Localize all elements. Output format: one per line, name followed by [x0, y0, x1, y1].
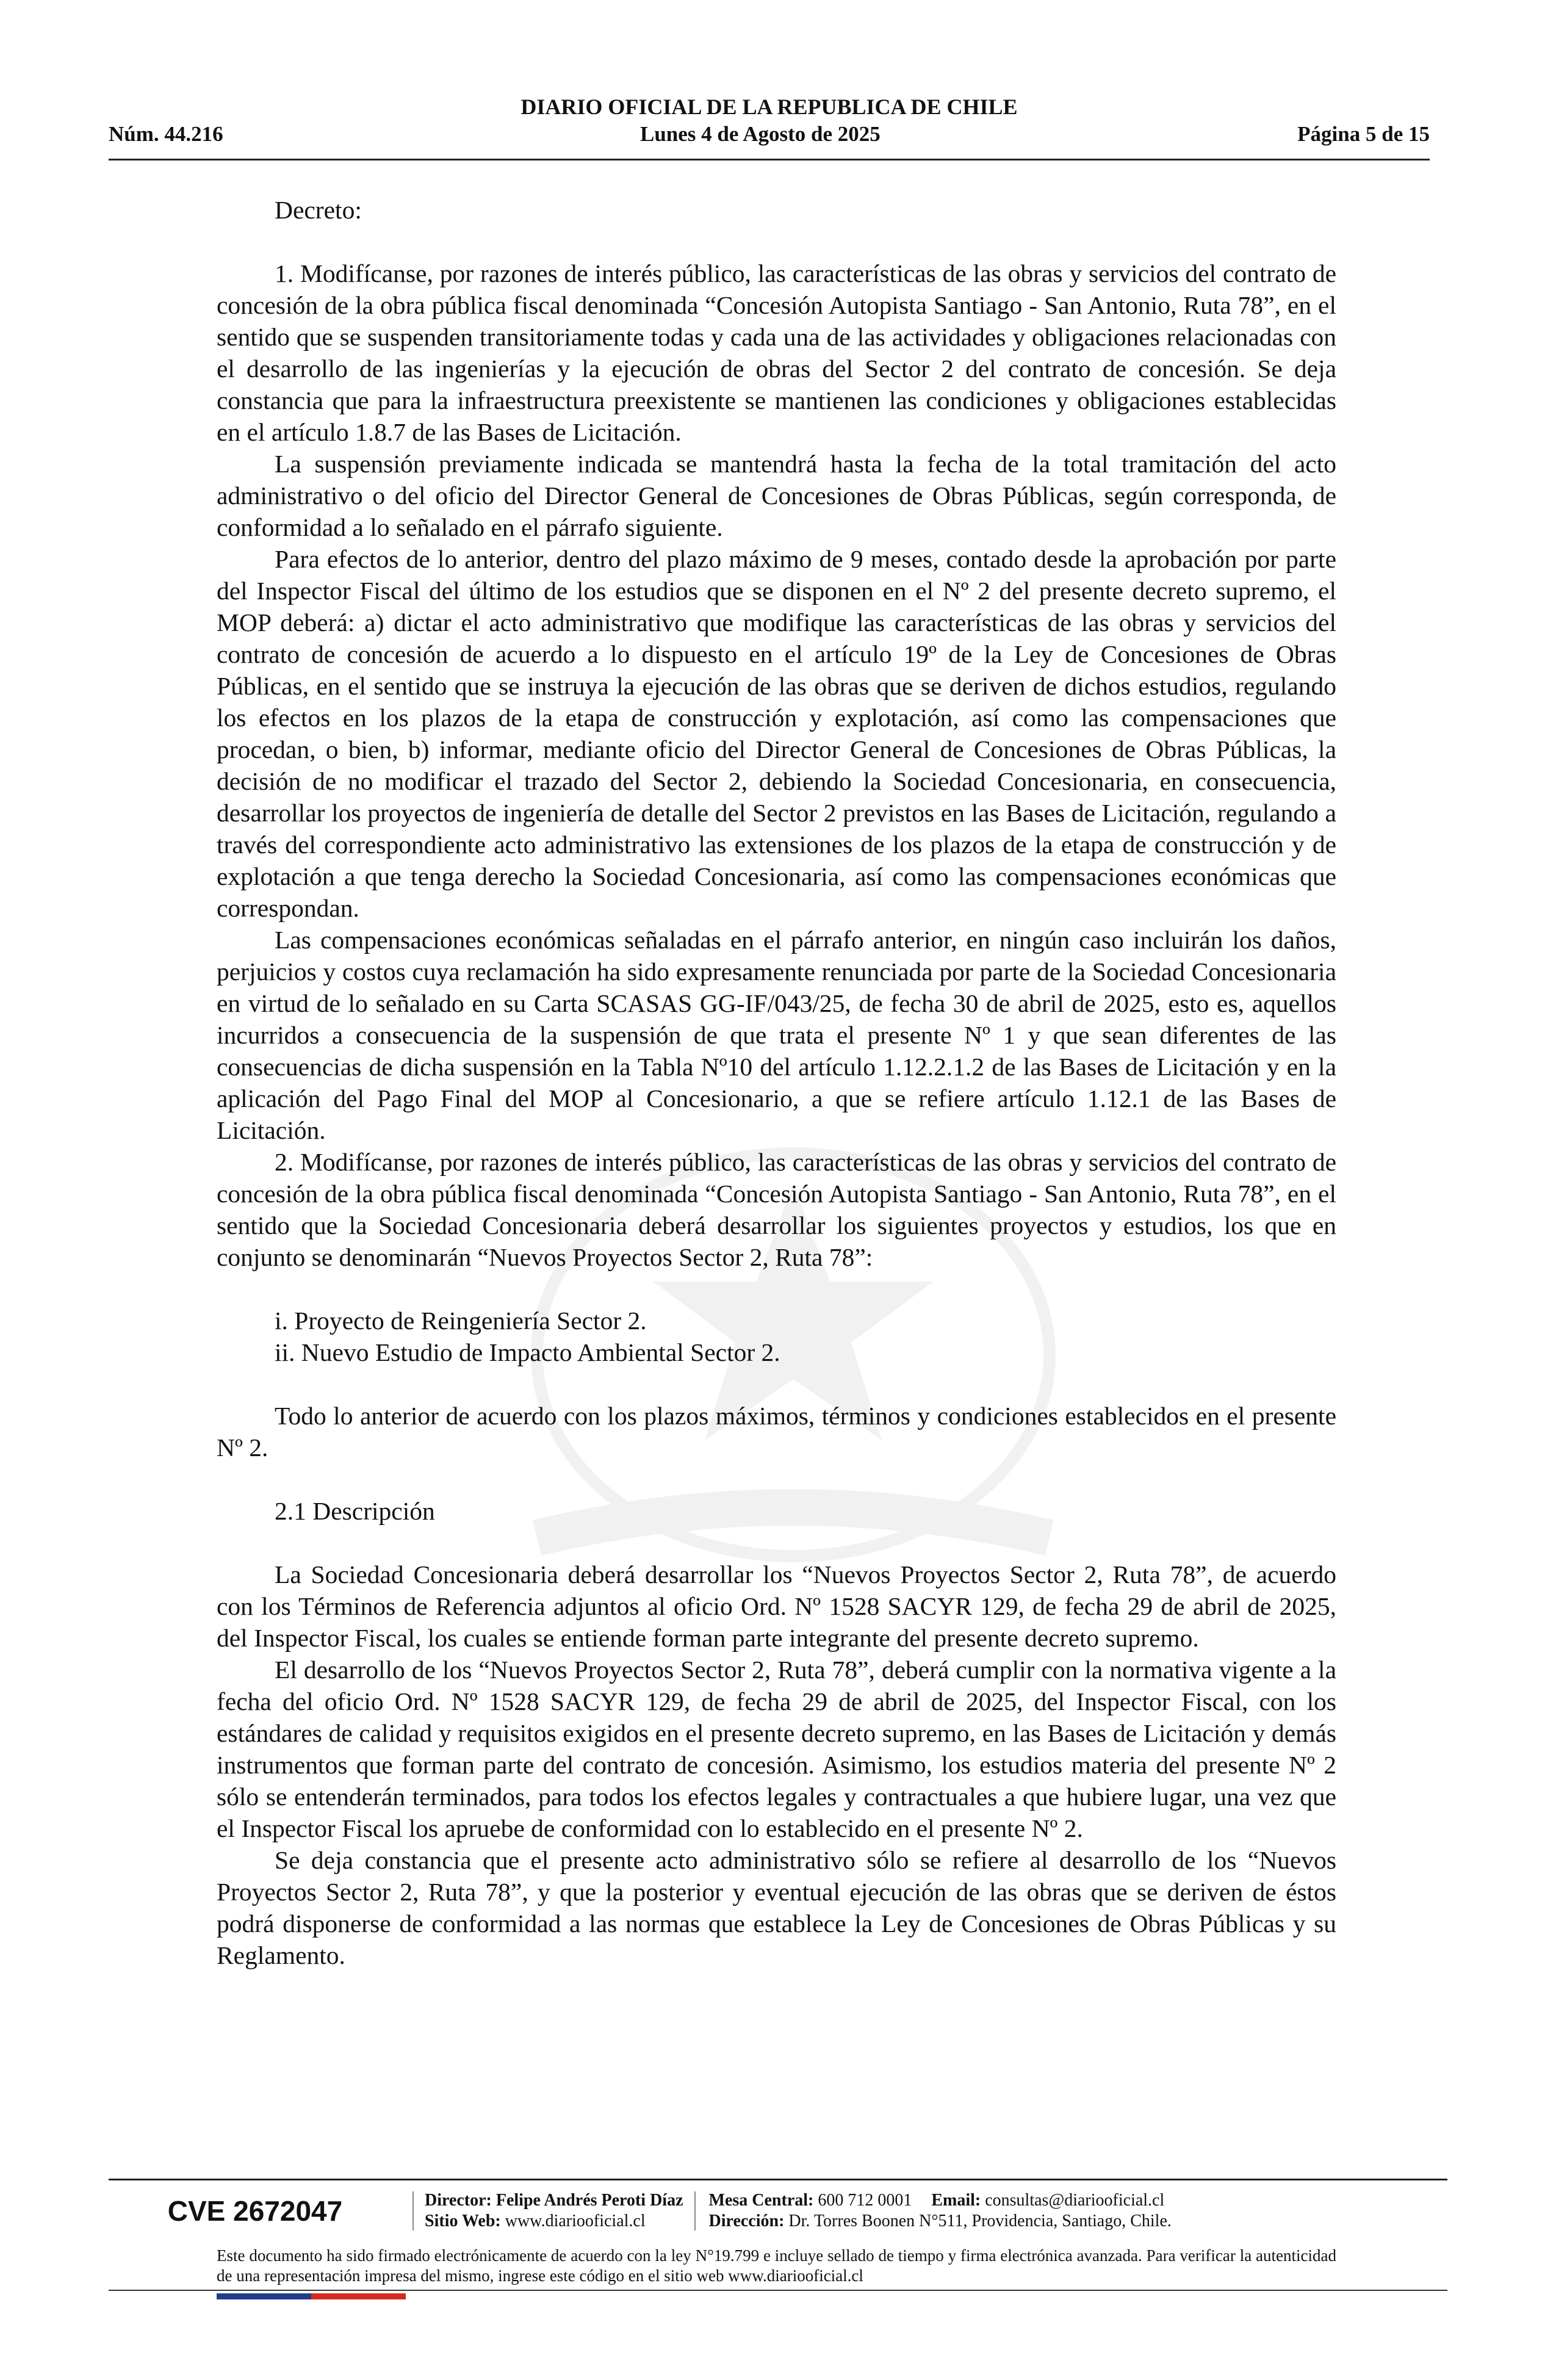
section-heading: 2.1 Descripción [275, 1497, 435, 1525]
email-link[interactable]: consultas@diariooficial.cl [985, 2191, 1165, 2210]
flag-blue-segment [217, 2293, 311, 2299]
issue-number: Núm. 44.216 [109, 122, 223, 146]
paragraph-8: El desarrollo de los “Nuevos Proyectos Sector 2, Ruta 78”, deberá cumplir con la normativa vigente a la fecha del oficio Ord. Nº 1528 SACYR 129, de fecha 29 de abril de 2025, del Inspector Fiscal, con los estándares de calidad y requisitos exigidos en el presente decreto supremo, en las Bases de Licitación y demás instrumentos que forman parte del contrato de concesión. Asimismo, los estudios materia del presente Nº 2 sólo se entenderán terminados, para todos los efectos legales y contractuales a que hubiere lugar, una vez que el Inspector Fiscal los apruebe de conformidad con lo establecido en el presente Nº 2. [217, 1656, 1336, 1842]
cve-code: CVE 2672047 [167, 2195, 343, 2227]
site-label: Sitio Web: [425, 2212, 501, 2230]
director-label: Director: [425, 2191, 492, 2210]
footer-divider-top [109, 2179, 1447, 2180]
footer-contact-block [709, 2190, 1172, 2232]
paragraph-9: Se deja constancia que el presente acto administrativo sólo se refiere al desarrollo de los “Nuevos Proyectos Sector 2, Ruta 78”, y que la posterior y eventual ejecución de las obras que se deriven de éstos podrá disponerse de conformidad a las normas que establece la Ley de Concesiones de Obras Públicas y su Reglamento. [217, 1846, 1336, 1969]
document-body [217, 194, 1336, 1971]
footer-divider-bottom [109, 2290, 1447, 2291]
footer-director-block [425, 2190, 683, 2232]
footer-separator [694, 2191, 696, 2230]
list-item-2: ii. Nuevo Estudio de Impacto Ambiental Sector 2. [275, 1338, 780, 1366]
list-item-1: i. Proyecto de Reingeniería Sector 2. [275, 1307, 647, 1335]
email-label: Email: [931, 2191, 981, 2210]
paragraph-4: Las compensaciones económicas señaladas en el párrafo anterior, en ningún caso incluirán los daños, perjuicios y costos cuya reclamación ha sido expresamente renunciada por parte de la Sociedad Concesionaria en virtud de lo señalado en su Carta SCASAS GG-IF/043/25, de fecha 30 de abril de 2025, esto es, aquellos incurridos a consecuencia de la suspensión de que trata el presente Nº 1 y que sean diferentes de las consecuencias de dicha suspensión en la Tabla Nº10 del artículo 1.12.2.1.2 de las Bases de Licitación y en la aplicación del Pago Final del MOP al Concesionario, a que se refiere artículo 1.12.1 de las Bases de Licitación. [217, 926, 1336, 1144]
page-number: Página 5 de 15 [1297, 122, 1430, 146]
newspaper-title: DIARIO OFICIAL DE LA REPUBLICA DE CHILE [520, 95, 1018, 119]
paragraph-3: Para efectos de lo anterior, dentro del plazo máximo de 9 meses, contado desde la aprobación por parte del Inspector Fiscal del último de los estudios que se disponen en el Nº 2 del presente decreto supremo, el MOP deberá: a) dictar el acto administrativo que modifique las características de las obras y servicios del contrato de concesión de acuerdo a lo dispuesto en el artículo 19º de la Ley de Concesiones de Obras Públicas, en el sentido que se instruya la ejecución de las obras que se deriven de dichos estudios, regulando los efectos en los plazos de la etapa de construcción y explotación, así como las compensaciones que procedan, o bien, b) informar, mediante oficio del Director General de Concesiones de Obras Públicas, la decisión de no modificar el trazado del Sector 2, debiendo la Sociedad Concesionaria, en consecuencia, desarrollar los proyectos de ingeniería de detalle del Sector 2 previstos en las Bases de Licitación, regulando a través del correspondiente acto administrativo las extensiones de los plazos de la etapa de construcción y de explotación a que tenga derecho la Sociedad Concesionaria, así como las compensaciones económicas que correspondan. [217, 545, 1336, 922]
header-info-row [109, 122, 1430, 146]
paragraph-7: La Sociedad Concesionaria deberá desarrollar los “Nuevos Proyectos Sector 2, Ruta 78”, de acuerdo con los Términos de Referencia adjuntos al oficio Ord. Nº 1528 SACYR 129, de fecha 29 de abril de 2025, del Inspector Fiscal, los cuales se entiende forman parte integrante del presente decreto supremo. [217, 1560, 1336, 1652]
flag-color-bar [217, 2293, 406, 2299]
site-link[interactable]: www.diariooficial.cl [505, 2212, 646, 2230]
mesa-phone: 600 712 0001 [818, 2191, 912, 2210]
page-header [109, 92, 1430, 160]
address-label: Dirección: [708, 2212, 785, 2230]
flag-red-segment [311, 2293, 406, 2299]
issue-date: Lunes 4 de Agosto de 2025 [640, 122, 881, 146]
paragraph-1: 1. Modifícanse, por razones de interés público, las características de las obras y servicios del contrato de concesión de la obra pública fiscal denominada “Concesión Autopista Santiago - San Antonio, Ruta 78”, en el sentido que se suspenden transitoriamente todas y cada una de las actividades y obligaciones relacionadas con el desarrollo de las ingenierías y la ejecución de obras del Sector 2 del contrato de concesión. Se deja constancia que para la infraestructura preexistente se mantienen las condiciones y obligaciones establecidas en el artículo 1.8.7 de las Bases de Licitación. [217, 259, 1336, 446]
footer-info [109, 2190, 1447, 2232]
decree-heading: Decreto: [275, 196, 362, 224]
director-name: Felipe Andrés Peroti Díaz [495, 2191, 683, 2210]
paragraph-6: Todo lo anterior de acuerdo con los plazos máximos, términos y condiciones establecidos en el presente Nº 2. [217, 1402, 1336, 1462]
mesa-label: Mesa Central: [708, 2191, 814, 2210]
paragraph-5: 2. Modifícanse, por razones de interés público, las características de las obras y servicios del contrato de concesión de la obra pública fiscal denominada “Concesión Autopista Santiago - San Antonio, Ruta 78”, en el sentido que la Sociedad Concesionaria deberá desarrollar los siguientes proyectos y estudios, los que en conjunto se denominarán “Nuevos Proyectos Sector 2, Ruta 78”: [217, 1148, 1336, 1271]
signature-disclaimer: Este documento ha sido firmado electrónicamente de acuerdo con la ley N°19.799 e incluye sellado de tiempo y firma electrónica avanzada. Para verificar la autenticidad de una representación impresa del mismo, ingrese este código en el sitio web www.diariooficial.cl [217, 2246, 1336, 2285]
footer-separator [412, 2191, 414, 2230]
address-value: Dr. Torres Boonen N°511, Providencia, Santiago, Chile. [788, 2212, 1172, 2230]
paragraph-2: La suspensión previamente indicada se mantendrá hasta la fecha de la total tramitación del acto administrativo o del oficio del Director General de Concesiones de Obras Públicas, según corresponda, de conformidad a lo señalado en el párrafo siguiente. [217, 450, 1336, 541]
